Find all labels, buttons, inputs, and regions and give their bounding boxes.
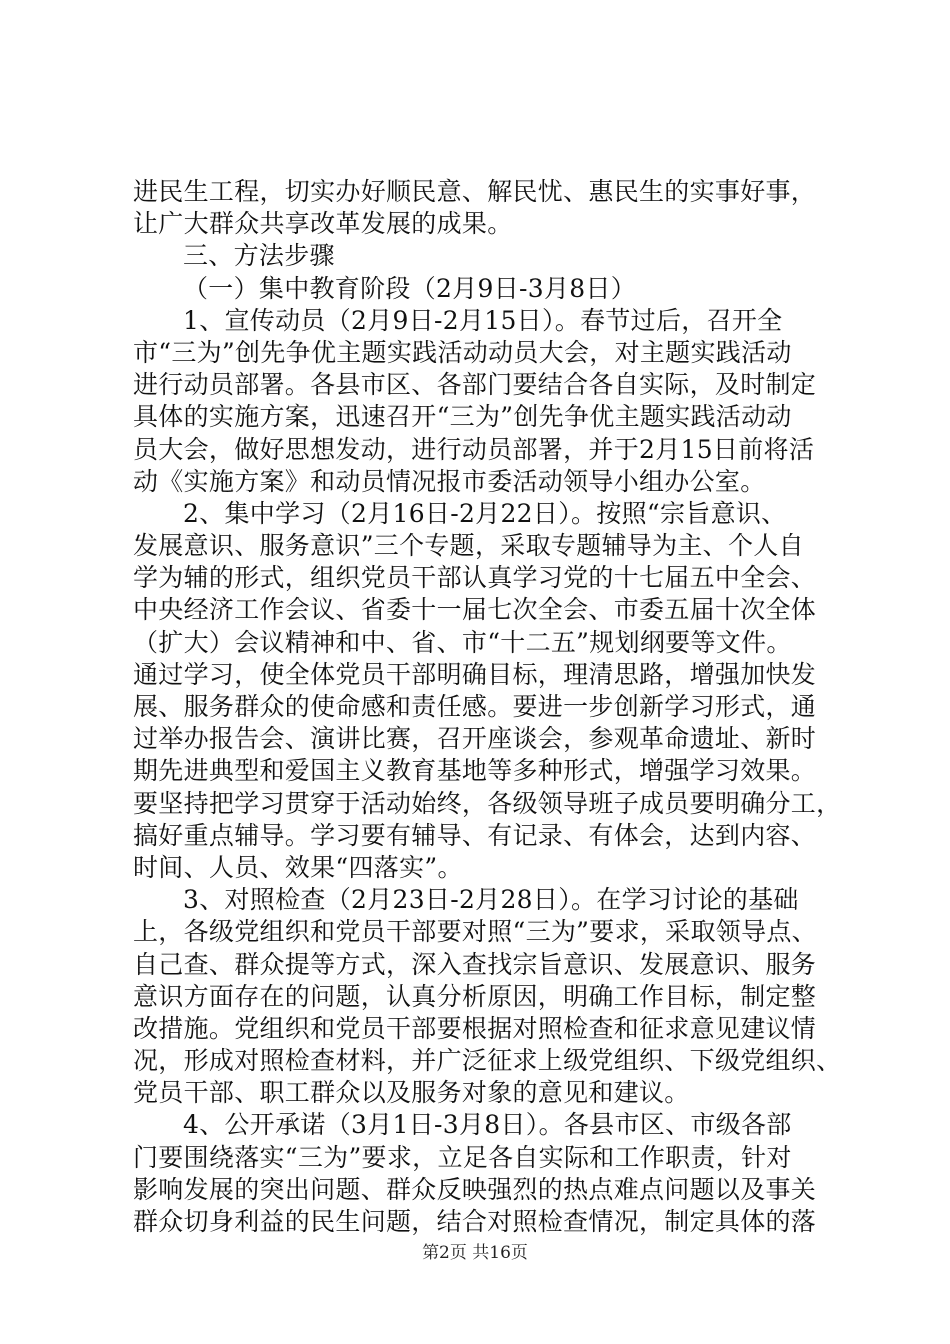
body-line: 学为辅的形式，组织党员干部认真学习党的十七届五中全会、 <box>133 563 817 593</box>
body-line: 门要围绕落实“三为”要求，立足各自实际和工作职责，针对 <box>133 1142 792 1172</box>
body-line: 意识方面存在的问题，认真分析原因，明确工作目标，制定整 <box>133 981 817 1011</box>
body-line: 自己查、群众提等方式，深入查找宗旨意识、发展意识、服务 <box>133 949 817 979</box>
paragraph-start: 4、公开承诺（3月1日-3月8日）。各县市区、市级各部 <box>183 1110 792 1140</box>
body-line: 具体的实施方案，迅速召开“三为”创先争优主题实践活动动 <box>133 402 792 432</box>
document-body <box>133 176 842 1238</box>
body-line: 况，形成对照检查材料，并广泛征求上级党组织、下级党组织、 <box>133 1046 842 1076</box>
body-line: 展、服务群众的使命感和责任感。要进一步创新学习形式，通 <box>133 692 817 721</box>
subsection-heading: （一）集中教育阶段（2月9日-3月8日） <box>183 273 637 303</box>
body-line: 让广大群众共享改革发展的成果。 <box>133 209 513 239</box>
page-number-footer: 第2页 共16页 <box>422 1243 528 1263</box>
body-line: 通过学习，使全体党员干部明确目标，理清思路，增强加快发 <box>133 659 817 689</box>
body-line: 要坚持把学习贯穿于活动始终，各级领导班子成员要明确分工， <box>133 788 842 818</box>
section-heading: 三、方法步骤 <box>183 241 335 271</box>
body-line: 市“三为”创先争优主题实践活动动员大会，对主题实践活动 <box>133 337 792 367</box>
body-line: 改措施。党组织和党员干部要根据对照检查和征求意见建议情 <box>133 1013 817 1043</box>
body-line: 发展意识、服务意识”三个专题，采取专题辅导为主、个人自 <box>133 531 804 561</box>
body-line: 党员干部、职工群众以及服务对象的意见和建议。 <box>133 1078 690 1108</box>
body-line: 上，各级党组织和党员干部要对照“三为”要求，采取领导点、 <box>133 917 817 947</box>
body-line: 员大会，做好思想发动，进行动员部署，并于2月15日前将活 <box>133 434 815 464</box>
body-line: 群众切身利益的民生问题，结合对照检查情况，制定具体的落 <box>133 1207 817 1236</box>
body-line: 动《实施方案》和动员情况报市委活动领导小组办公室。 <box>133 466 766 496</box>
body-line: 进行动员部署。各县市区、各部门要结合各自实际，及时制定 <box>133 370 817 400</box>
body-line: 过举办报告会、演讲比赛，召开座谈会，参观革命遗址、新时 <box>133 724 817 754</box>
body-line: 中央经济工作会议、省委十一届七次全会、市委五届十次全体 <box>133 595 817 625</box>
body-line: 期先进典型和爱国主义教育基地等多种形式，增强学习效果。 <box>133 756 817 786</box>
body-line: 时间、人员、效果“四落实”。 <box>133 852 463 882</box>
paragraph-start: 1、宣传动员（2月9日-2月15日）。春节过后，召开全 <box>183 305 783 335</box>
body-line: （扩大）会议精神和中、省、市“十二五”规划纲要等文件。 <box>133 627 792 657</box>
body-line: 影响发展的突出问题、群众反映强烈的热点难点问题以及事关 <box>133 1174 817 1204</box>
body-line: 搞好重点辅导。学习要有辅导、有记录、有体会，达到内容、 <box>133 820 817 850</box>
paragraph-start: 2、集中学习（2月16日-2月22日）。按照“宗旨意识、 <box>183 498 787 528</box>
body-line: 进民生工程，切实办好顺民意、解民忧、惠民生的实事好事， <box>133 177 817 206</box>
paragraph-start: 3、对照检查（2月23日-2月28日）。在学习讨论的基础 <box>183 885 799 915</box>
